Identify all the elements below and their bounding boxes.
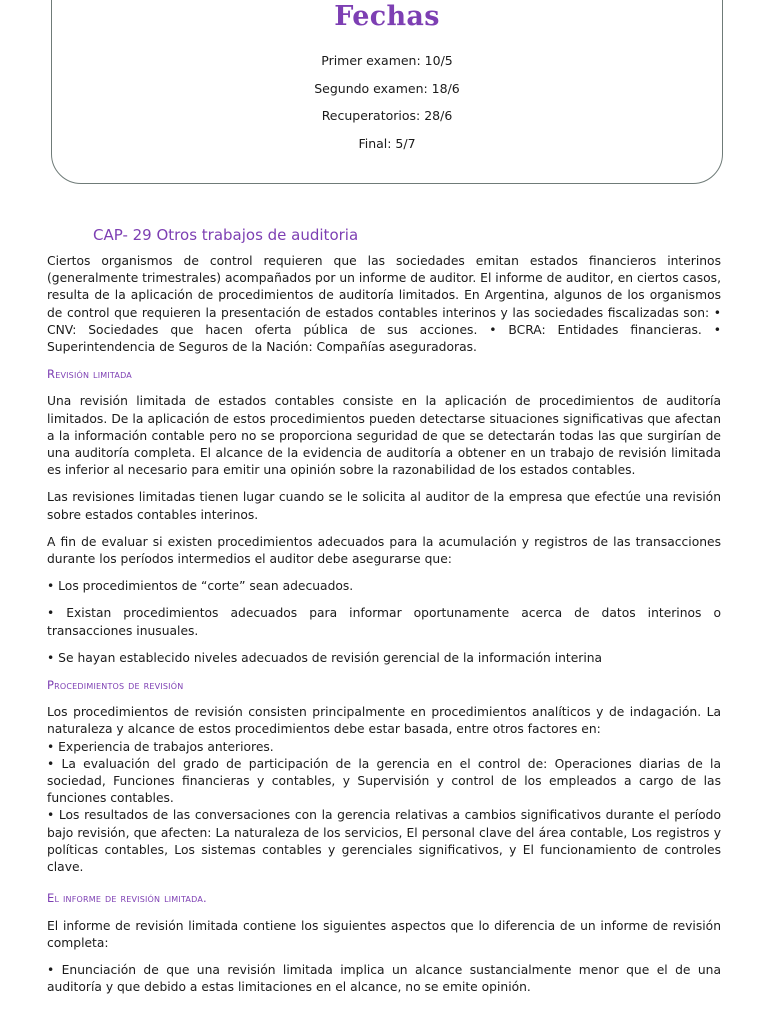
- dates-title: Fechas: [334, 1, 440, 32]
- document-body: [47, 223, 721, 1006]
- section-heading-procedimientos: Procedimientos de revisión: [47, 678, 184, 693]
- revision-limitada-paragraph-3: A fin de evaluar si existen procedimientos adecuados para la acumulación y registros de las transacciones durante los períodos intermedios el auditor debe asegurarse que:: [47, 534, 721, 567]
- dates-box: [51, 0, 723, 184]
- revision-limitada-bullet-1: • Los procedimientos de “corte” sean adecuados.: [47, 579, 354, 594]
- section-heading-revision-limitada: Revisión limitada: [47, 367, 132, 382]
- chapter-title: CAP- 29 Otros trabajos de auditoria: [93, 226, 359, 244]
- procedimientos-paragraph-1: Los procedimientos de revisión consisten principalmente en procedimientos analíticos y de indagación. La naturaleza y alcance de estos procedimientos debe estar basada, entre otros factores en:: [47, 705, 721, 737]
- revision-limitada-bullet-3: • Se hayan establecido niveles adecuados de revisión gerencial de la información interina: [47, 650, 603, 665]
- dates-list: [52, 47, 722, 157]
- section-heading-informe: El informe de revisión limitada.: [47, 891, 207, 906]
- procedimientos-bullet-1: • Experiencia de trabajos anteriores.: [47, 739, 274, 754]
- date-item-primer-examen: Primer examen: 10/5: [321, 53, 453, 68]
- procedimientos-bullet-2: • La evaluación del grado de participación de la gerencia en el control de: Operaciones diarias de la sociedad, Funciones financieras y contables, y Supervisión y control de los empleados a cargo de las funciones contables.: [47, 756, 721, 806]
- procedimientos-bullet-3: • Los resultados de las conversaciones con la gerencia relativas a cambios significativos durante el período bajo revisión, que afecten: La naturaleza de los servicios, El personal clave del área contable, Los registros y políticas contables, Los sistemas contables y gerenciales significativos, y El funcionamiento de controles clave.: [47, 808, 721, 875]
- informe-paragraph-1: El informe de revisión limitada contiene los siguientes aspectos que lo diferencia de un informe de revisión completa:: [47, 918, 721, 950]
- revision-limitada-bullet-2: • Existan procedimientos adecuados para informar oportunamente acerca de datos interinos o transacciones inusuales.: [47, 606, 721, 638]
- informe-bullet-1: • Enunciación de que una revisión limitada implica un alcance sustancialmente menor que el de una auditoría y que debido a estas limitaciones en el alcance, no se emite opinión.: [47, 962, 721, 995]
- revision-limitada-paragraph-1: Una revisión limitada de estados contables consiste en la aplicación de procedimientos de auditoría limitados. De la aplicación de estos procedimientos pueden detectarse situaciones significativas que afectan a la información contable pero no se proporciona seguridad de que se detectarán todas las que surgirían de una auditoría completa. El alcance de la evidencia de auditoría a obtener en un trabajo de revisión limitada es inferior al necesario para emitir una opinión sobre la razonabilidad de los estados contables.: [47, 394, 721, 478]
- revision-limitada-paragraph-2: Las revisiones limitadas tienen lugar cuando se le solicita al auditor de la empresa que efectúe una revisión sobre estados contables interinos.: [47, 490, 721, 522]
- date-item-final: Final: 5/7: [358, 135, 416, 151]
- date-item-recuperatorios: Recuperatorios: 28/6: [321, 108, 453, 124]
- date-item-segundo-examen: Segundo examen: 18/6: [314, 80, 460, 96]
- intro-paragraph: Ciertos organismos de control requieren que las sociedades emitan estados financieros interinos (generalmente trimestrales) acompañados por un informe de auditor. El informe de auditor, en ciertos casos, resulta de la aplicación de procedimientos de auditoría limitados. En Argentina, algunos de los organismos de control que requieren la presentación de estados contables interinos y las sociedades fiscalizadas son: • CNV: Sociedades que hacen oferta pública de sus acciones. • BCRA: Entidades financieras. • Superintendencia de Seguros de la Nación: Compañías aseguradoras.: [47, 254, 721, 355]
